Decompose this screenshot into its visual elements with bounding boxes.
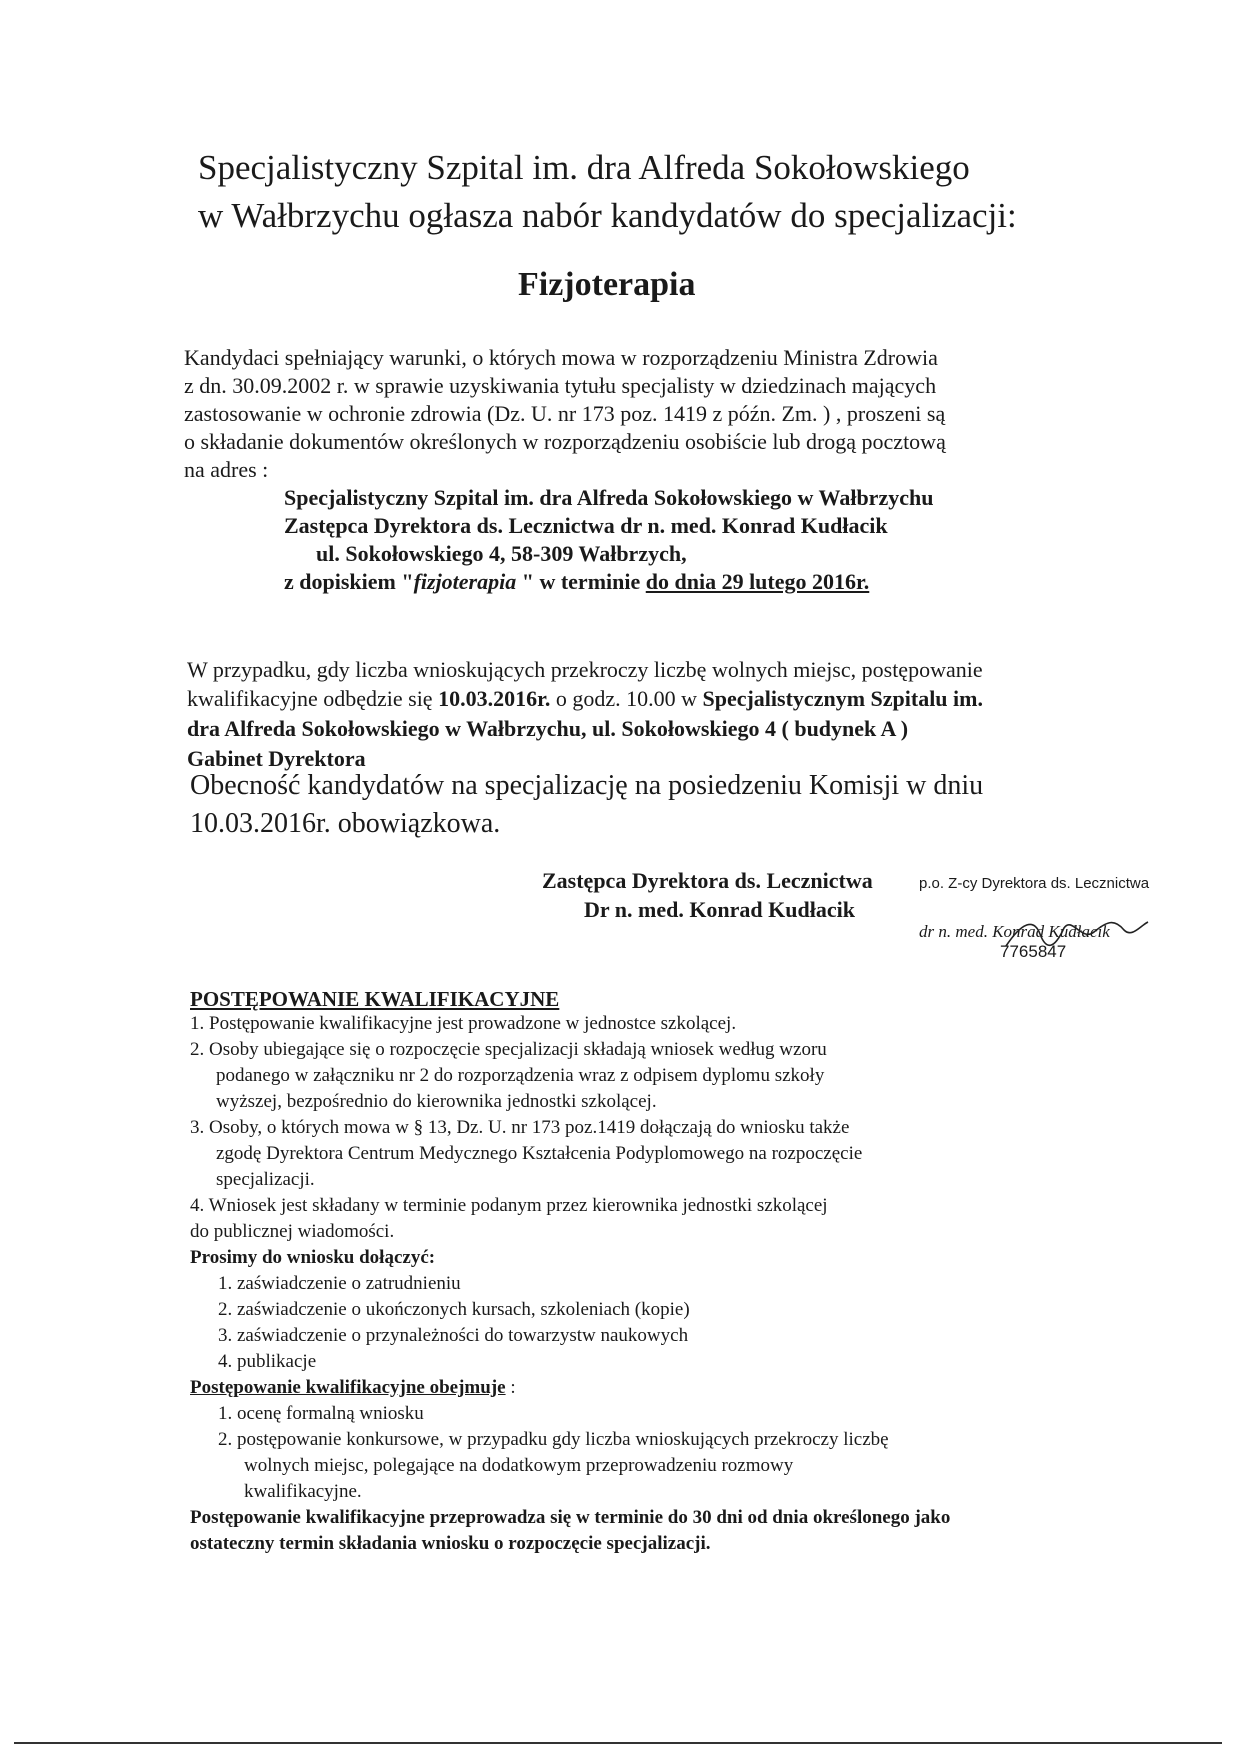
address-line-4 bbox=[284, 569, 869, 595]
procedure-item-3-cont-1: zgodę Dyrektora Centrum Medycznego Kształcenia Podyplomowego na rozpoczęcie bbox=[216, 1143, 863, 1164]
attachments-heading: Prosimy do wniosku dołączyć: bbox=[190, 1247, 436, 1268]
intro-line-5: na adres : bbox=[184, 457, 269, 482]
attachment-1: 1. zaświadczenie o zatrudnieniu bbox=[218, 1273, 461, 1294]
procedure-item-2: 2. Osoby ubiegające się o rozpoczęcie specjalizacji składają wniosek według wzoru bbox=[190, 1039, 827, 1060]
includes-heading-row bbox=[190, 1377, 516, 1399]
procedure-item-4: 4. Wniosek jest składany w terminie podanym przez kierownika jednostki szkolącej bbox=[190, 1195, 828, 1216]
final-line-1: Postępowanie kwalifikacyjne przeprowadza się w terminie do 30 dni od dnia określonego jako bbox=[190, 1507, 951, 1528]
qualification-date: 10.03.2016r. bbox=[438, 686, 551, 711]
address-line-4-mid: " w terminie bbox=[516, 569, 646, 594]
intro-line-4: o składanie dokumentów określonych w rozporządzeniu osobiście lub drogą pocztową bbox=[184, 429, 946, 454]
notice-line-4: Gabinet Dyrektora bbox=[187, 746, 366, 771]
address-line-3: ul. Sokołowskiego 4, 58-309 Wałbrzych, bbox=[316, 541, 687, 566]
deadline-text: do dnia 29 lutego 2016r. bbox=[645, 569, 870, 594]
attachment-3: 3. zaświadczenie o przynależności do towarzystw naukowych bbox=[218, 1325, 689, 1346]
address-line-1: Specjalistyczny Szpital im. dra Alfreda Sokołowskiego w Wałbrzychu bbox=[284, 485, 934, 510]
title-line-1: Specjalistyczny Szpital im. dra Alfreda Sokołowskiego bbox=[198, 148, 970, 187]
signature-name: Dr n. med. Konrad Kudłacik bbox=[584, 897, 855, 922]
notice-line-2 bbox=[187, 686, 983, 712]
notice-line-2-prefix: kwalifikacyjne odbędzie się bbox=[187, 686, 439, 711]
procedure-item-4-cont: do publicznej wiadomości. bbox=[190, 1221, 395, 1242]
includes-item-1: 1. ocenę formalną wniosku bbox=[218, 1403, 424, 1424]
intro-line-1: Kandydaci spełniający warunki, o których mowa w rozporządzeniu Ministra Zdrowia bbox=[184, 345, 938, 370]
stamp-line-1: p.o. Z-cy Dyrektora ds. Lecznictwa bbox=[919, 875, 1150, 892]
stamp-line-3: 7765847 bbox=[1000, 942, 1067, 961]
qualification-place: Specjalistycznym Szpitalu im. bbox=[702, 686, 983, 711]
includes-item-2-cont-1: wolnych miejsc, polegające na dodatkowym przeprowadzeniu rozmowy bbox=[244, 1455, 794, 1476]
attachment-4: 4. publikacje bbox=[218, 1351, 317, 1372]
procedure-item-2-cont-1: podanego w załączniku nr 2 do rozporządzenia wraz z odpisem dyplomu szkoły bbox=[216, 1065, 825, 1086]
handwritten-signature-icon bbox=[1002, 912, 1152, 954]
procedure-item-2-cont-2: wyższej, bezpośrednio do kierownika jednostki szkolącej. bbox=[216, 1091, 657, 1112]
address-line-2: Zastępca Dyrektora ds. Lecznictwa dr n. med. Konrad Kudłacik bbox=[284, 513, 888, 538]
includes-colon: : bbox=[505, 1377, 516, 1398]
notice-line-1: W przypadku, gdy liczba wnioskujących przekroczy liczbę wolnych miejsc, postępowanie bbox=[187, 657, 983, 682]
procedure-heading: POSTĘPOWANIE KWALIFIKACYJNE bbox=[190, 987, 560, 1011]
intro-line-3: zastosowanie w ochronie zdrowia (Dz. U. nr 173 poz. 1419 z późn. Zm. ) , proszeni są bbox=[184, 401, 946, 426]
notice-line-3: dra Alfreda Sokołowskiego w Wałbrzychu, ul. Sokołowskiego 4 ( budynek A ) bbox=[187, 716, 909, 741]
title-line-2: w Wałbrzychu ogłasza nabór kandydatów do specjalizacji: bbox=[198, 196, 1017, 235]
procedure-item-3: 3. Osoby, o których mowa w § 13, Dz. U. nr 173 poz.1419 dołączają do wniosku także bbox=[190, 1117, 850, 1138]
attendance-line-2: 10.03.2016r. obowiązkowa. bbox=[190, 808, 501, 839]
address-line-4-prefix: z dopiskiem " bbox=[284, 569, 414, 594]
final-line-2: ostateczny termin składania wniosku o rozpoczęcie specjalizacji. bbox=[190, 1533, 711, 1554]
specialty-heading: Fizjoterapia bbox=[518, 266, 696, 303]
procedure-item-3-cont-2: specjalizacji. bbox=[216, 1169, 315, 1190]
includes-heading: Postępowanie kwalifikacyjne obejmuje bbox=[190, 1377, 506, 1398]
signature-title: Zastępca Dyrektora ds. Lecznictwa bbox=[542, 868, 873, 893]
includes-item-2-cont-2: kwalifikacyjne. bbox=[244, 1481, 362, 1502]
intro-line-2: z dn. 30.09.2002 r. w sprawie uzyskiwania tytułu specjalisty w dziedzinach mających bbox=[184, 373, 937, 398]
includes-item-2: 2. postępowanie konkursowe, w przypadku gdy liczba wnioskujących przekroczy liczbę bbox=[218, 1429, 889, 1450]
attendance-line-1: Obecność kandydatów na specjalizację na posiedzeniu Komisji w dniu bbox=[190, 770, 984, 801]
procedure-item-1: 1. Postępowanie kwalifikacyjne jest prowadzone w jednostce szkolącej. bbox=[190, 1013, 737, 1034]
notice-line-2-mid: o godz. 10.00 w bbox=[550, 686, 703, 711]
stamp-line-2: dr n. med. Konrad Kudłacik bbox=[919, 922, 1110, 941]
page-bottom-divider bbox=[14, 1742, 1222, 1744]
annotation-text: fizjoterapia bbox=[413, 569, 517, 594]
attachment-2: 2. zaświadczenie o ukończonych kursach, szkoleniach (kopie) bbox=[218, 1299, 690, 1320]
